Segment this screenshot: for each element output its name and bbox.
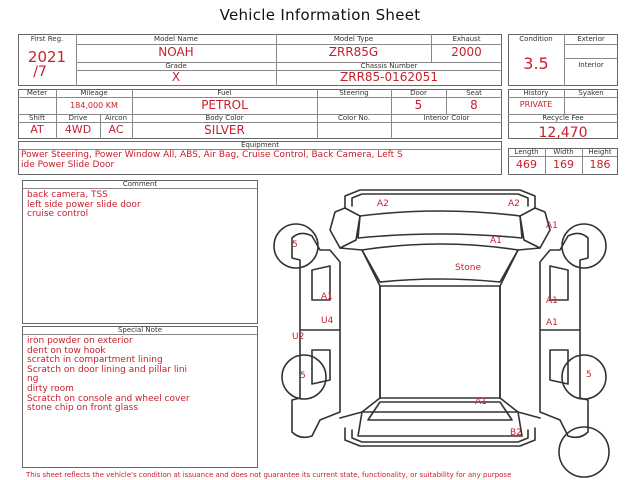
- right-window: [550, 266, 568, 300]
- equipment-line-1: Power Steering, Power Window All, ABS, Air Bag, Cruise Control, Back Camera, Left S: [21, 150, 403, 160]
- body-right-side: [500, 248, 540, 418]
- drive-label: Drive: [68, 114, 88, 122]
- wheel-front-right: [562, 224, 606, 268]
- fuel-value: PETROL: [201, 98, 248, 112]
- aircon-label: Aircon: [104, 114, 128, 122]
- page-title: Vehicle Information Sheet: [219, 6, 421, 24]
- grade-value: X: [171, 70, 181, 84]
- special-note-line: dirty room: [27, 383, 74, 394]
- chassis-number-label: Chassis Number: [360, 62, 418, 70]
- comment-line: cruise control: [27, 209, 89, 220]
- comment-line: left side power slide door: [27, 199, 141, 210]
- model-type-value: ZRR85G: [328, 45, 379, 59]
- model-type-label: Model Type: [333, 35, 374, 43]
- width-label: Width: [553, 148, 574, 156]
- damage-mark-top-right: A1: [546, 221, 558, 231]
- aircon-value: AC: [108, 123, 124, 136]
- exterior-label: Exterior: [577, 35, 605, 43]
- fuel-label: Fuel: [217, 89, 232, 97]
- special-note-line: ng: [27, 374, 39, 385]
- special-note-line: stone chip on front glass: [27, 403, 139, 414]
- history-label: History: [523, 89, 549, 97]
- comment-label: Comment: [122, 180, 158, 188]
- height-value: 186: [589, 158, 611, 171]
- body-left-side: [340, 248, 380, 418]
- special-note-line: Scratch on console and wheel cover: [27, 393, 190, 404]
- height-label: Height: [588, 148, 612, 156]
- damage-mark-rear-bumper: B2: [510, 428, 522, 438]
- steering-label: Steering: [339, 89, 369, 97]
- damage-mark-windshield: Stone: [455, 263, 481, 273]
- equipment-label: Equipment: [241, 141, 279, 149]
- seat-label: Seat: [466, 89, 482, 97]
- width-value: 169: [553, 158, 574, 171]
- meter-label: Meter: [26, 89, 48, 97]
- mileage-value: 184,000 KM: [70, 101, 118, 110]
- right-side-profile: [540, 233, 588, 437]
- special-note-line: iron powder on exterior: [27, 336, 133, 346]
- shift-value: AT: [30, 123, 44, 136]
- length-value: 469: [516, 158, 537, 171]
- damage-mark-right-rear: A1: [546, 318, 558, 328]
- grade-label: Grade: [165, 62, 187, 70]
- interior-label: Interior: [578, 61, 604, 69]
- disclaimer-footer: This sheet reflects the vehicle's condition at issuance and does not guarantee its current state, functionality, or suitability for any purpose: [26, 471, 512, 479]
- front-bumper: [345, 190, 535, 208]
- exhaust-value: 2000: [451, 45, 482, 59]
- first-reg-year: 2021: [27, 48, 67, 66]
- syaken-label: Syaken: [578, 89, 604, 97]
- hood: [358, 211, 522, 238]
- left-rear-window: [312, 350, 330, 384]
- color-no-label: Color No.: [337, 114, 371, 122]
- windshield: [362, 244, 518, 282]
- damage-mark-wheel-rr: 5: [586, 370, 592, 380]
- damage-mark-rear: A1: [475, 397, 487, 407]
- chassis-number-value: ZRR85-0162051: [340, 70, 438, 84]
- special-note-line: Scratch on door lining and pillar lini: [27, 364, 188, 375]
- seat-value: 8: [470, 98, 478, 112]
- door-value: 5: [414, 98, 423, 112]
- rear-hatch: [358, 412, 522, 436]
- rear-bumper: [345, 428, 535, 446]
- rear-window: [368, 402, 512, 420]
- model-name-label: Model Name: [154, 35, 198, 43]
- damage-mark-left-u2: U2: [292, 332, 305, 342]
- interior-color-label: Interior Color: [423, 114, 470, 122]
- damage-mark-wheel-rl: 5: [300, 371, 306, 381]
- model-name-value: NOAH: [158, 45, 194, 59]
- front-left-corner: [330, 208, 360, 248]
- special-note-line: dent on tow hook: [27, 345, 106, 356]
- recycle-fee-value: 12,470: [538, 125, 588, 141]
- damage-mark-hood: A1: [490, 236, 502, 246]
- damage-mark-front-left: A2: [377, 199, 389, 209]
- damage-mark-right-door: A1: [546, 296, 558, 306]
- body-color-value: SILVER: [204, 123, 245, 137]
- history-value: PRIVATE: [519, 100, 553, 109]
- mileage-label: Mileage: [80, 89, 108, 97]
- first-reg-month: /7: [33, 64, 47, 80]
- roof: [380, 286, 500, 398]
- condition-label: Condition: [519, 35, 553, 43]
- first-reg-label: First Reg.: [30, 35, 64, 43]
- recycle-fee-label: Recycle Fee: [542, 114, 584, 122]
- damage-mark-left-u4: U4: [321, 316, 334, 326]
- equipment-line-2: ide Power Slide Door: [21, 160, 115, 170]
- special-note-line: scratch in compartment lining: [27, 355, 163, 366]
- comment-line: back camera, TSS: [27, 190, 108, 200]
- condition-value: 3.5: [523, 54, 549, 73]
- damage-mark-left-door: A1: [321, 292, 333, 302]
- body-color-label: Body Color: [205, 114, 244, 122]
- damage-mark-front-right: A2: [508, 199, 520, 209]
- shift-label: Shift: [29, 114, 45, 122]
- damage-mark-wheel-fl: 5: [292, 240, 298, 250]
- drive-value: 4WD: [64, 123, 92, 136]
- special-note-label: Special Note: [117, 326, 163, 334]
- door-label: Door: [410, 89, 427, 97]
- length-label: Length: [514, 148, 539, 156]
- exhaust-label: Exhaust: [452, 35, 481, 43]
